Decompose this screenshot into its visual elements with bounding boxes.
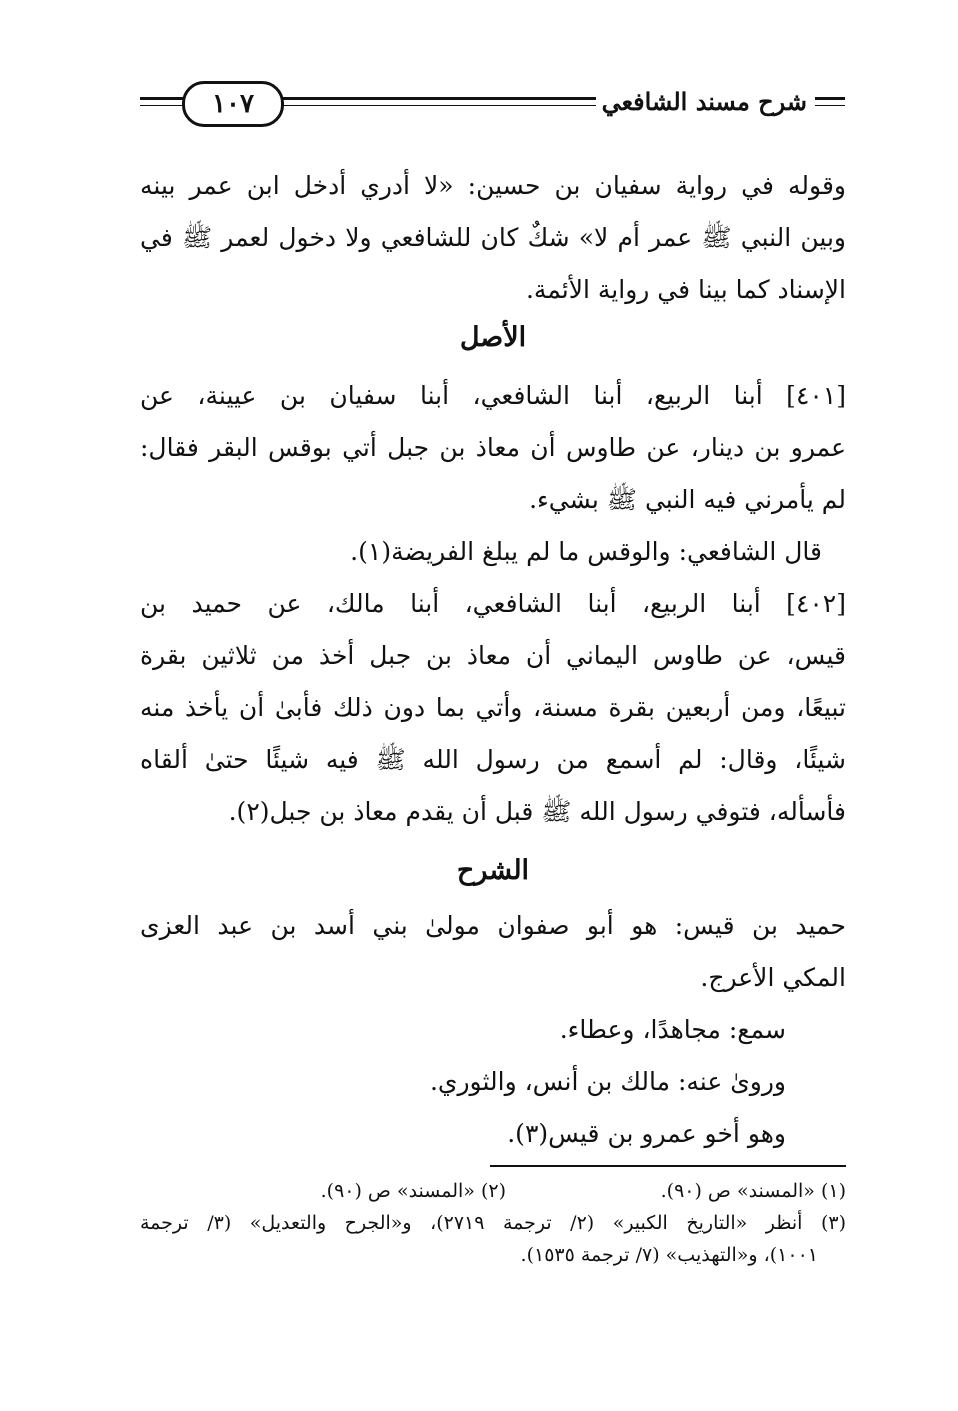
text-line: سمع: مجاهدًا، وعطاء. [559, 1015, 786, 1044]
shafii-note: قال الشافعي: والوقس ما لم يبلغ الفريضة(١). [350, 537, 822, 566]
text-line: وبين النبي ﷺ عمر أم لا» شكٌ كان للشافعي ولا دخول لعمر ﷺ في [140, 223, 846, 252]
text-line: [٤٠٢] أبنا الربيع، أبنا الشافعي، أبنا مالك، عن حميد بن [140, 589, 846, 618]
section-heading-asl: الأصل [459, 322, 527, 353]
hadith-402 [140, 578, 846, 838]
hadith-401 [140, 370, 846, 578]
running-title: شرح مسند الشافعي [596, 87, 813, 116]
text-line: حميد بن قيس: هو أبو صفوان مولىٰ بني أسد بن عبد العزى [140, 911, 846, 940]
section-heading-sharh: الشرح [456, 855, 530, 886]
footnotes [140, 1175, 846, 1271]
footnote-2: (٢) «المسند» ص (٩٠). [320, 1180, 506, 1202]
text-line: وقوله في رواية سفيان بن حسين: «لا أدري أدخل ابن عمر بينه [140, 171, 846, 200]
running-header [140, 75, 845, 130]
footnote-3-line-2: ١٠٠١)، و«التهذيب» (٧/ ترجمة ١٥٣٥). [520, 1244, 818, 1266]
opening-paragraph [140, 160, 846, 316]
footnote-3-line-1: (٣) أنظر «التاريخ الكبير» (٢/ ترجمة ٢٧١٩)، و«الجرح والتعديل» (٣/ ترجمة [140, 1212, 847, 1234]
text-line: لم يأمرني فيه النبي ﷺ بشيء. [529, 485, 846, 514]
text-line: [٤٠١] أبنا الربيع، أبنا الشافعي، أبنا سفيان بن عيينة، عن [140, 381, 846, 410]
footnote-1: (١) «المسند» ص (٩٠). [660, 1180, 846, 1202]
text-line: المكي الأعرج. [700, 963, 846, 992]
text-line: شيئًا، وقال: لم أسمع من رسول الله ﷺ فيه شيئًا حتىٰ ألقاه [140, 745, 846, 774]
footnote-rule [490, 1165, 846, 1167]
sharh-paragraph [140, 900, 846, 1160]
header-rule-right-bottom [815, 105, 845, 106]
text-line: عمرو بن دينار، عن طاوس أن معاذ بن جبل أتي بوقس البقر فقال: [140, 433, 846, 462]
text-line: وهو أخو عمرو بن قيس(٣). [507, 1119, 786, 1148]
text-line: الإسناد كما بينا في رواية الأئمة. [525, 275, 846, 304]
text-line: فأسأله، فتوفي رسول الله ﷺ قبل أن يقدم معاذ بن جبل(٢). [228, 797, 846, 826]
page-number: ١٠٧ [182, 81, 284, 127]
text-line: تبيعًا، ومن أربعين بقرة مسنة، وأتي بما دون ذلك فأبىٰ أن يأخذ منه [140, 693, 846, 722]
text-line: وروىٰ عنه: مالك بن أنس، والثوري. [429, 1067, 786, 1096]
footnote-row-1 [140, 1175, 846, 1207]
header-rule-right-top [815, 97, 845, 100]
text-line: قيس، عن طاوس اليماني أن معاذ بن جبل أخذ من ثلاثين بقرة [140, 641, 846, 670]
